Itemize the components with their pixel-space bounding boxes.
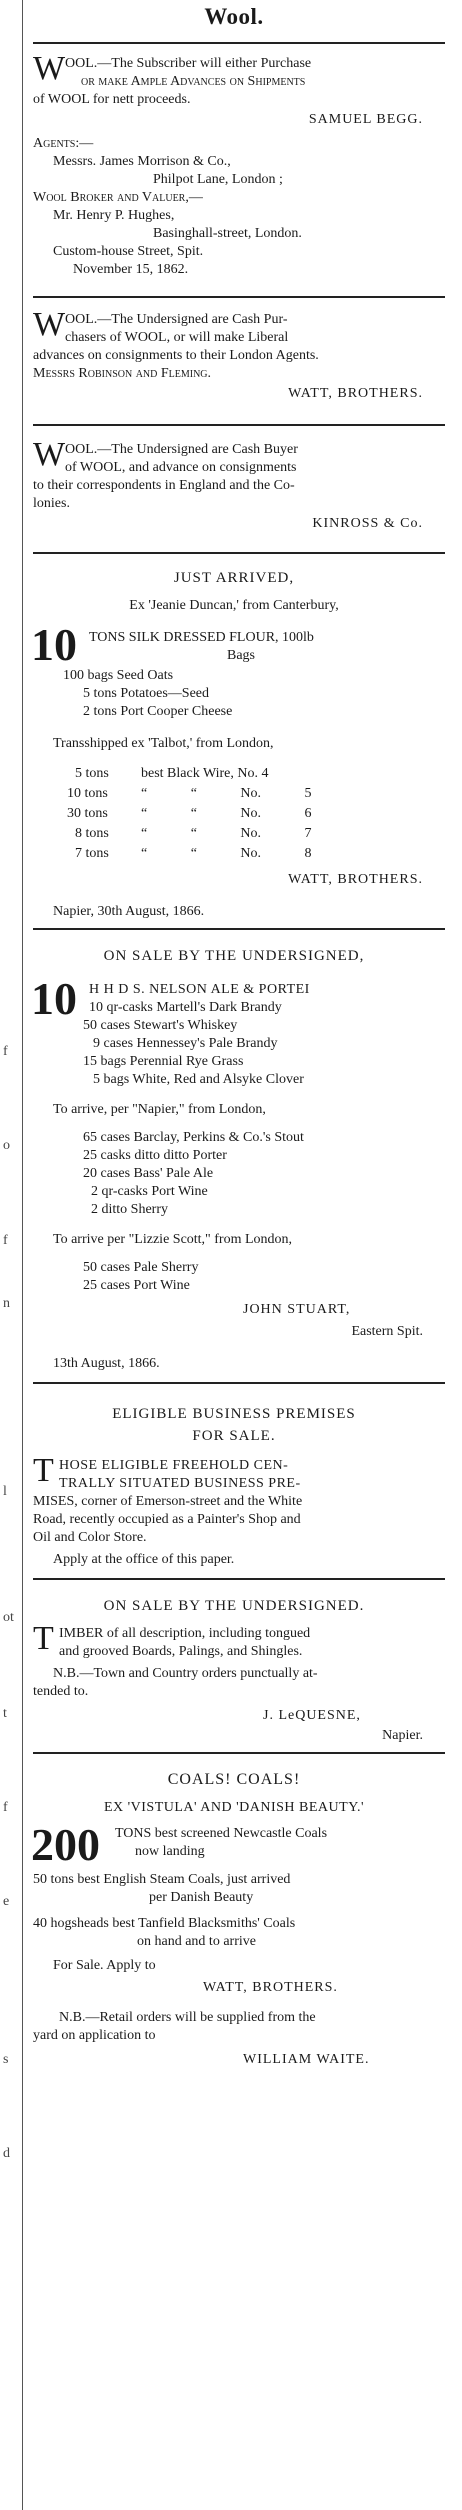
ad-subheading: To arrive, per "Napier," from London, [53,1102,266,1117]
big-number: 200 [31,1819,100,1870]
gutter-fragment: f [3,1044,8,1059]
ad-heading: ON SALE BY THE UNDERSIGNED, [103,948,365,964]
ad-line: 50 tons best English Steam Coals, just arrived [33,1872,291,1887]
ad-item: 25 casks ditto ditto Porter [83,1148,227,1163]
divider [33,1752,445,1754]
ad-line: TRALLY SITUATED BUSINESS PRE- [59,1476,301,1491]
gutter-fragment: f [3,1800,8,1815]
wire-qty: 30 tons [67,806,108,821]
ad-signature: J. LeQUESNE, [263,1708,361,1723]
wire-desc: “ “ No. 5 [141,786,312,801]
ad-line: lonies. [33,496,70,511]
broker-line: Basinghall-street, London. [153,226,302,241]
wire-qty: 8 tons [75,826,109,841]
drop-cap: W [33,436,66,473]
ad-line: Road, recently occupied as a Painter's Shop and [33,1512,301,1527]
ad-ship: EX 'VISTULA' AND 'DANISH BEAUTY.' [103,1800,365,1815]
ad-date: Napier, 30th August, 1866. [53,904,205,919]
ad-item: 10 qr-casks Martell's Dark Brandy [89,1000,282,1015]
wire-desc: “ “ No. 8 [141,846,312,861]
ad-line: OOL.—The Subscriber will either Purchase [65,56,312,71]
ad-line: now landing [135,1844,205,1859]
ad-heading: JUST ARRIVED, [173,570,295,586]
ad-item: 100 bags Seed Oats [63,668,174,683]
ad-line: OOL.—The Undersigned are Cash Pur- [65,312,288,327]
ad-coals [23,1760,445,2067]
ad-signature: WATT, BROTHERS. [203,1980,338,1995]
divider [33,1578,445,1580]
ad-place: Napier. [382,1728,423,1743]
ad-heading: ELIGIBLE BUSINESS PREMISES [112,1406,356,1422]
ad-item: 50 cases Stewart's Whiskey [83,1018,238,1033]
ad-premises [23,1390,445,1600]
ad-line: or make Ample Advances on Shipments [81,74,306,89]
ad-signature: WATT, BROTHERS. [288,872,423,887]
agent-line: Philpot Lane, London ; [153,172,283,187]
ad-place: Eastern Spit. [351,1324,423,1339]
ad-signature: JOHN STUART, [243,1302,351,1317]
ad-item: 25 cases Port Wine [83,1278,190,1293]
ad-line: Bags [227,648,255,663]
gutter-fragment: s [3,2052,9,2067]
gutter-fragment: n [3,1296,10,1311]
agent-line: Messrs. James Morrison & Co., [53,154,231,169]
drop-cap: W [33,306,66,343]
ad-line: IMBER of all description, including tongued [59,1626,311,1641]
ad-item: 5 tons Potatoes—Seed [83,686,209,701]
ad-nb: N.B.—Town and Country orders punctually at- [53,1666,318,1681]
ad-date: November 15, 1862. [73,262,189,277]
divider [33,928,445,930]
wire-desc: “ “ No. 6 [141,806,312,821]
big-number: 10 [31,973,77,1024]
ad-heading: FOR SALE. [192,1428,276,1444]
ad-date: 13th August, 1866. [53,1356,160,1371]
wire-qty: 5 tons [75,766,109,781]
wire-qty: 10 tons [67,786,108,801]
page-title: Wool. [204,4,264,29]
ad-ship: Ex 'Jeanie Duncan,' from Canterbury, [129,598,339,613]
ad-item: 2 qr-casks Port Wine [91,1184,208,1199]
ad-line: Messrs Robinson and Fleming. [33,366,212,381]
wire-qty: 7 tons [75,846,109,861]
ad-item: 5 bags White, Red and Alsyke Clover [93,1072,304,1087]
drop-cap: W [33,50,66,87]
gutter-fragment: l [3,1484,7,1499]
drop-cap: T [33,1620,54,1657]
ad-apply: Apply at the office of this paper. [53,1552,235,1567]
ad-lequesne [23,1586,445,1756]
ad-line: and grooved Boards, Palings, and Shingles. [59,1644,303,1659]
divider [33,42,445,44]
ad-address: Custom-house Street, Spit. [53,244,204,259]
ad-line: TONS best screened Newcastle Coals [115,1826,328,1841]
ad-line: MISES, corner of Emerson-street and the White [33,1494,303,1509]
ad-kinross [23,436,445,566]
divider [33,552,445,554]
ad-john-stuart [23,936,445,1386]
ad-subheading: To arrive per "Lizzie Scott," from London, [53,1232,293,1247]
gutter-fragment: ot [3,1610,14,1625]
ad-line: H H D S. NELSON ALE & PORTEI [89,982,310,997]
gutter-fragment: o [3,1138,10,1153]
ad-item: 65 cases Barclay, Perkins & Co.'s Stout [83,1130,304,1145]
newspaper-column [22,0,445,2510]
gutter-fragment: d [3,2146,10,2161]
wire-desc: best Black Wire, No. 4 [141,766,269,781]
ad-item: 2 tons Port Cooper Cheese [83,704,233,719]
ad-line: to their correspondents in England and the Co- [33,478,295,493]
ad-item: 15 bags Perennial Rye Grass [83,1054,244,1069]
agents-heading: Agents:— [33,136,94,151]
ad-line: of WOOL for nett proceeds. [33,92,191,107]
ad-item: 50 cases Pale Sherry [83,1260,199,1275]
ad-signature: WATT, BROTHERS. [288,386,423,401]
divider [33,296,445,298]
ad-line: TONS SILK DRESSED FLOUR, 100lb [89,630,314,645]
left-gutter-fragments [0,0,22,2510]
broker-line: Mr. Henry P. Hughes, [53,208,175,223]
ad-line: 40 hogsheads best Tanfield Blacksmiths' Coals [33,1916,296,1931]
big-number: 10 [31,619,77,670]
ad-line: per Danish Beauty [149,1890,254,1905]
ad-nb: N.B.—Retail orders will be supplied from the [59,2010,316,2025]
drop-cap: T [33,1452,54,1489]
ad-line: advances on consignments to their London Agents. [33,348,319,363]
ad-line: Oil and Color Store. [33,1530,147,1545]
broker-heading: Wool Broker and Valuer,— [33,190,203,205]
ad-line: For Sale. Apply to [53,1958,156,1973]
ad-signature: SAMUEL BEGG. [308,112,423,127]
wire-desc: “ “ No. 7 [141,826,312,841]
gutter-fragment: e [3,1894,10,1909]
ad-nb: yard on application to [33,2028,156,2043]
ad-line: of WOOL, and advance on consignments [65,460,297,475]
ad-samuel-begg [23,50,445,290]
ad-transshipped: Transshipped ex 'Talbot,' from London, [53,736,274,751]
ad-signature: WILLIAM WAITE. [243,2052,370,2067]
ad-line: on hand and to arrive [137,1934,256,1949]
ad-line: chasers of WOOL, or will make Liberal [65,330,289,345]
ad-item: 9 cases Hennessey's Pale Brandy [93,1036,278,1051]
ad-heading: COALS! COALS! [167,1771,301,1788]
ad-item: 20 cases Bass' Pale Ale [83,1166,214,1181]
divider [33,424,445,426]
ad-line: OOL.—The Undersigned are Cash Buyer [65,442,298,457]
ad-line: HOSE ELIGIBLE FREEHOLD CEN- [59,1458,289,1473]
ad-nb: tended to. [33,1684,89,1699]
ad-watt-brothers-wool [23,306,445,436]
ad-heading: ON SALE BY THE UNDERSIGNED. [103,1598,365,1614]
gutter-fragment: f [3,1233,8,1248]
ad-item: 2 ditto Sherry [91,1202,168,1217]
ad-signature: KINROSS & Co. [312,516,423,531]
divider [33,1382,445,1384]
gutter-fragment: t [3,1706,7,1721]
